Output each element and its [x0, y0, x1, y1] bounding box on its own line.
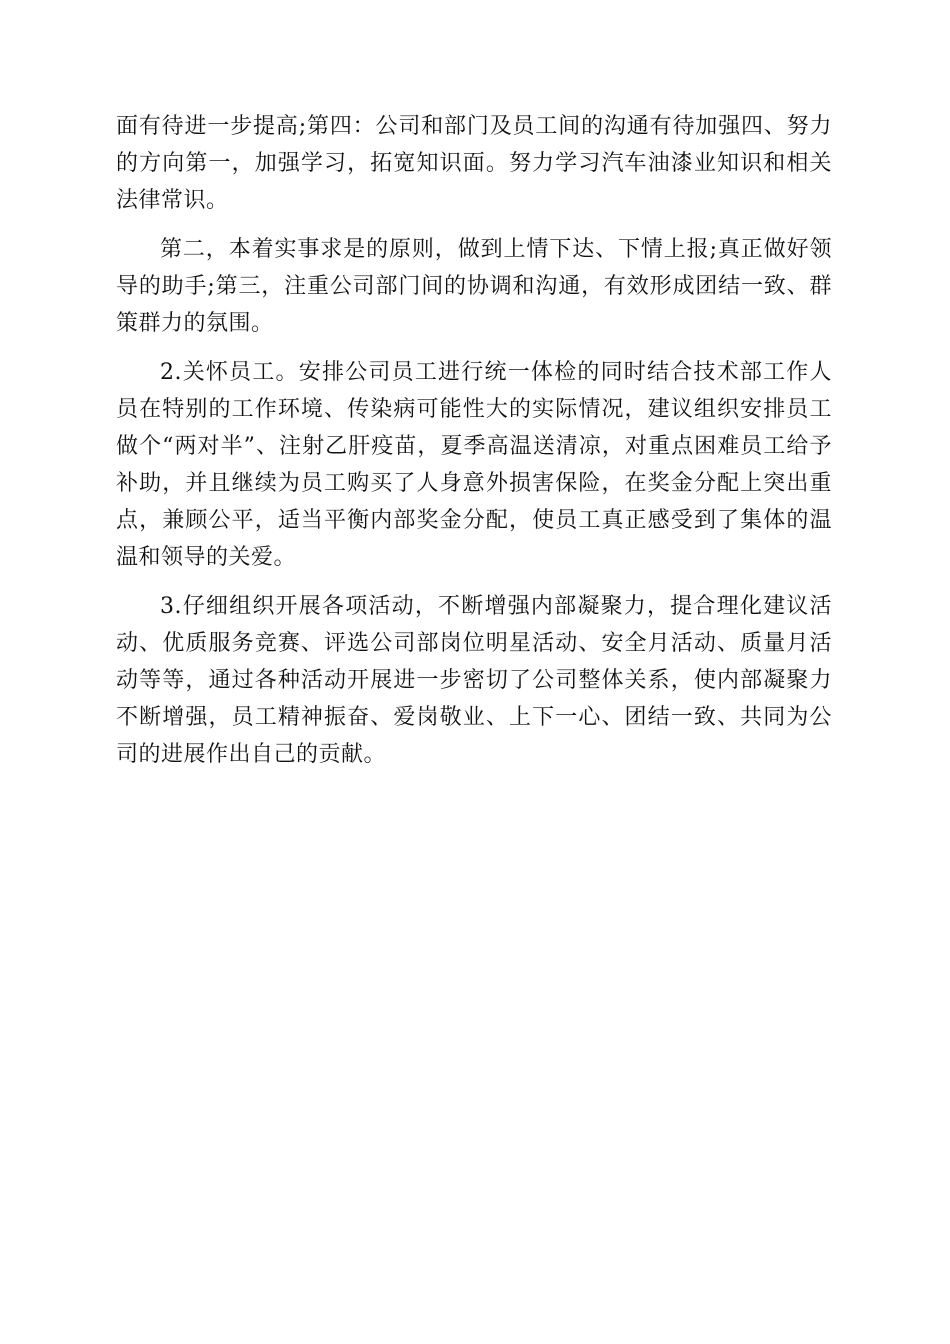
- paragraph-second-third-points: 第二，本着实事求是的原则，做到上情下达、下情上报;真正做好领导的助手;第三，注重公司部门间的协调和沟通，有效形成团结一致、群策群力的氛围。: [116, 237, 832, 336]
- document-body: [116, 108, 832, 785]
- paragraph-activities: 3.仔细组织开展各项活动，不断增强内部凝聚力，提合理化建议活动、优质服务竞赛、评选公司部岗位明星活动、安全月活动、质量月活动等等，通过各种活动开展进一步密切了公司整体关系，使内部凝聚力不断增强，员工精神振奋、爱岗敬业、上下一心、团结一致、共同为公司的进展作出自己的贡献。: [116, 594, 832, 767]
- paragraph-continuation: 面有待进一步提高;第四：公司和部门及员工间的沟通有待加强四、努力的方向第一，加强学习，拓宽知识面。努力学习汽车油漆业知识和相关法律常识。: [116, 114, 832, 213]
- paragraph-employee-care: 2.关怀员工。安排公司员工进行统一体检的同时结合技术部工作人员在特别的工作环境、传染病可能性大的实际情况，建议组织安排员工做个“两对半”、注射乙肝疫苗，夏季高温送清凉，对重点困难员工给予补助，并且继续为员工购买了人身意外损害保险，在奖金分配上突出重点，兼顾公平，适当平衡内部奖金分配，使员工真正感受到了集体的温温和领导的关爱。: [116, 360, 832, 570]
